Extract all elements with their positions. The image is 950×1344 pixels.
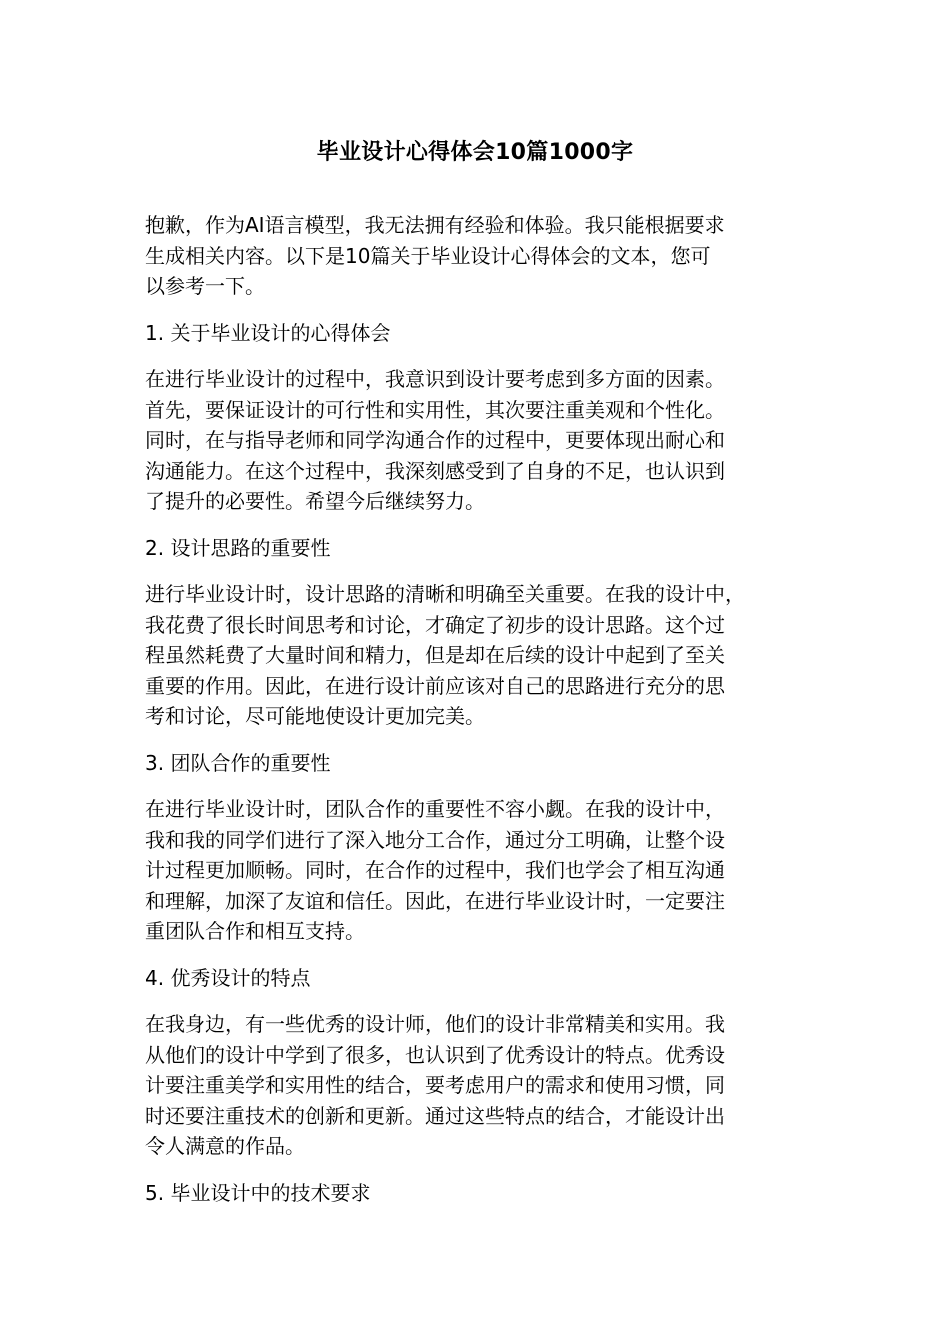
- section-heading: 4. 优秀设计的特点: [145, 965, 311, 990]
- text-line: 抱歉，作为AI语言模型，我无法拥有经验和体验。我只能根据要求: [145, 213, 725, 237]
- section-heading: 1. 关于毕业设计的心得体会: [145, 320, 391, 345]
- text-line: 从他们的设计中学到了很多，也认识到了优秀设计的特点。优秀设: [145, 1042, 725, 1067]
- text-line: 以参考一下。: [145, 274, 265, 298]
- text-line: 程虽然耗费了大量时间和精力，但是却在后续的设计中起到了至关: [145, 643, 725, 667]
- text-line: 沟通能力。在这个过程中，我深刻感受到了自身的不足，也认识到: [145, 458, 725, 483]
- text-line: 生成相关内容。以下是10篇关于毕业设计心得体会的文本，您可: [145, 243, 711, 268]
- section-paragraph: [145, 364, 810, 517]
- text-line: 重要的作用。因此，在进行设计前应该对自己的思路进行充分的思: [145, 673, 725, 698]
- text-line: 我花费了很长时间思考和讨论，才确定了初步的设计思路。这个过: [145, 612, 725, 637]
- text-line: 在我身边，有一些优秀的设计师，他们的设计非常精美和实用。我: [145, 1012, 725, 1036]
- text-line: 计过程更加顺畅。同时，在合作的过程中，我们也学会了相互沟通: [145, 858, 725, 882]
- text-line: 令人满意的作品。: [145, 1134, 305, 1158]
- text-line: 进行毕业设计时，设计思路的清晰和明确至关重要。在我的设计中，: [145, 582, 745, 606]
- section-paragraph: [145, 1009, 810, 1162]
- section-paragraph: [145, 579, 810, 732]
- text-line: 在进行毕业设计的过程中，我意识到设计要考虑到多方面的因素。: [145, 367, 725, 391]
- document-title: 毕业设计心得体会10篇1000字: [316, 140, 634, 165]
- document-body: [145, 210, 810, 1224]
- text-line: 重团队合作和相互支持。: [145, 919, 365, 943]
- text-line: 首先，要保证设计的可行性和实用性，其次要注重美观和个性化。: [145, 397, 725, 422]
- text-line: 计要注重美学和实用性的结合，要考虑用户的需求和使用习惯，同: [145, 1073, 725, 1097]
- text-line: 考和讨论，尽可能地使设计更加完美。: [145, 704, 485, 728]
- text-line: 同时，在与指导老师和同学沟通合作的过程中，更要体现出耐心和: [145, 428, 725, 452]
- section-heading: 3. 团队合作的重要性: [145, 750, 331, 775]
- text-line: 时还要注重技术的创新和更新。通过这些特点的结合，才能设计出: [145, 1103, 725, 1128]
- section-heading: 2. 设计思路的重要性: [145, 535, 331, 560]
- intro-paragraph: [145, 210, 810, 302]
- section-heading: 5. 毕业设计中的技术要求: [145, 1180, 371, 1205]
- text-line: 和理解，加深了友谊和信任。因此，在进行毕业设计时，一定要注: [145, 888, 725, 913]
- text-line: 了提升的必要性。希望今后继续努力。: [145, 489, 485, 513]
- section-paragraph: [145, 794, 810, 947]
- text-line: 在进行毕业设计时，团队合作的重要性不容小觑。在我的设计中，: [145, 797, 725, 821]
- text-line: 我和我的同学们进行了深入地分工合作，通过分工明确，让整个设: [145, 827, 725, 852]
